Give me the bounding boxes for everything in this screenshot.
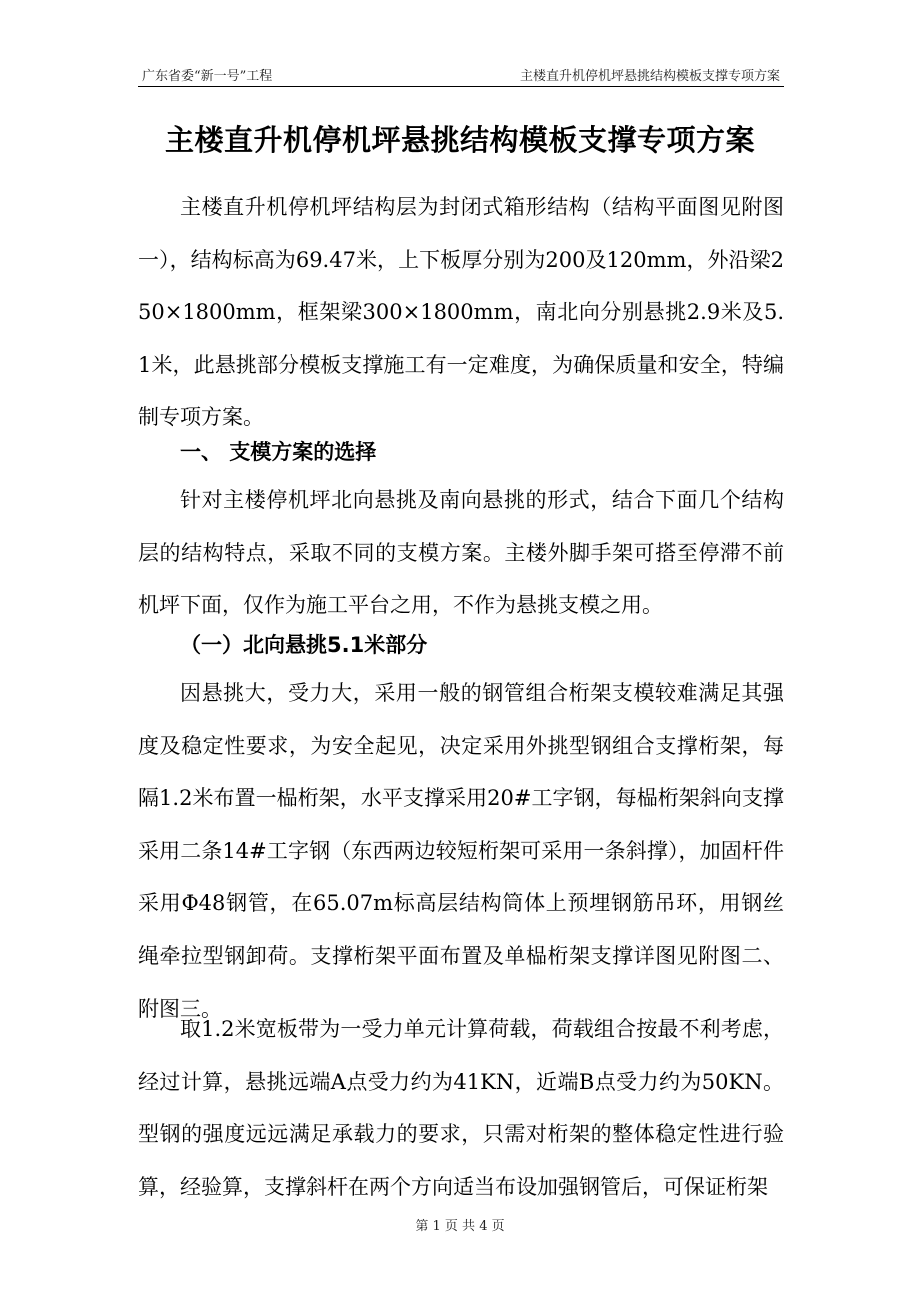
section1-paragraph: 针对主楼停机坪北向悬挑及南向悬挑的形式，结合下面几个结构层的结构特点，采取不同的支模方案。主楼外脚手架可搭至停滞不前机坪下面，仅作为施工平台之用，不作为悬挑支模之用。: [138, 488, 784, 618]
subsection1-paragraph: 因悬挑大，受力大，采用一般的钢管组合桁架支模较难满足其强度及稳定性要求，为安全起见，决定采用外挑型钢组合支撑桁架，每隔1.2米布置一榀桁架，水平支撑采用20#工字钢，每榀桁架斜向支撑采用二条14#工字钢（东西两边较短桁架可采用一条斜撑），加固杆件采用Φ48钢管，在65.07m标高层结构筒体上预埋钢筋吊环，用钢丝绳牵拉型钢卸荷。支撑桁架平面布置及单榀桁架支撑详图见附图二、附图三。: [138, 681, 784, 1021]
subsection-heading-1: （一）北向悬挑5.1米部分: [180, 633, 428, 657]
intro-paragraph: 主楼直升机停机坪结构层为封闭式箱形结构（结构平面图见附图一），结构标高为69.47米，上下板厚分别为200及120mm，外沿梁250×1800mm，框架梁300×1800mm，南北向分别悬挑2.9米及5.1米，此悬挑部分模板支撑施工有一定难度，为确保质量和安全，特编制专项方案。: [138, 195, 784, 430]
calculation-paragraph: 取1.2米宽板带为一受力单元计算荷载，荷载组合按最不利考虑，经过计算，悬挑远端A点受力约为41KN，近端B点受力约为50KN。型钢的强度远远满足承载力的要求，只需对桁架的整体稳定性进行验算，经验算，支撑斜杆在两个方向适当布设加强钢管后，可保证桁架: [138, 1017, 784, 1199]
header-document-title: 主楼直升机停机坪悬挑结构模板支撑专项方案: [519, 69, 780, 84]
header-project-name: 广东省委“新一号”工程: [142, 69, 273, 84]
section-heading-1: 一、 支模方案的选择: [180, 440, 377, 464]
document-title: 主楼直升机停机坪悬挑结构模板支撑专项方案: [164, 123, 755, 157]
page-number: 第 1 页 共 4 页: [415, 1219, 505, 1234]
page-header: [138, 62, 784, 87]
